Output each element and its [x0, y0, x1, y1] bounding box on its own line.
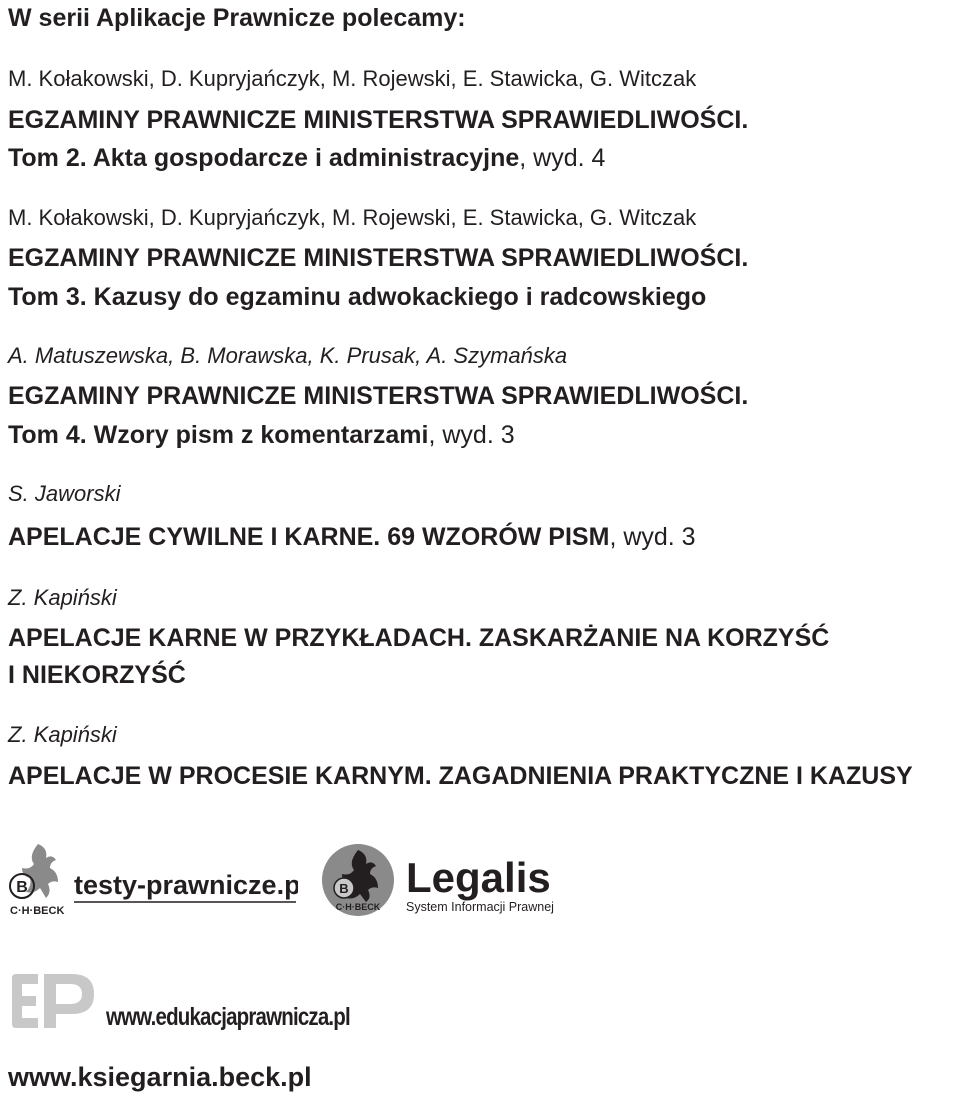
- book-1-authors: M. Kołakowski, D. Kupryjańczyk, M. Rojewski, E. Stawicka, G. Witczak: [8, 66, 697, 91]
- ep-e-shape: [12, 974, 38, 1028]
- legalis-tagline: System Informacji Prawnej: [406, 900, 554, 914]
- book-3-title: [8, 421, 515, 450]
- edukacja-url[interactable]: www.edukacjaprawnicza.pl: [106, 1003, 350, 1031]
- book-4-title: [8, 523, 696, 552]
- book-6-title: APELACJE W PROCESIE KARNYM. ZAGADNIENIA PRAKTYCZNE I KAZUSY: [8, 762, 913, 790]
- ep-p-shape: [44, 974, 94, 1028]
- book-5-title-line2: I NIEKORZYŚĆ: [8, 661, 186, 689]
- testy-publisher: C·H·BECK: [10, 905, 65, 917]
- book-2-series: EGZAMINY PRAWNICZE MINISTERSTWA SPRAWIEDLIWOŚCI.: [8, 244, 749, 272]
- book-1-title: [8, 144, 605, 173]
- book-3-series: EGZAMINY PRAWNICZE MINISTERSTWA SPRAWIEDLIWOŚCI.: [8, 382, 749, 410]
- legalis-logo-graphic: [320, 842, 600, 922]
- ep-mark-text: EP: [10, 972, 12, 973]
- book-5-title-line1: APELACJE KARNE W PRZYKŁADACH. ZASKARŻANIE NA KORZYŚĆ: [8, 624, 830, 652]
- legalis-logo-text: Legalis: [406, 854, 551, 901]
- book-5-authors: Z. Kapiński: [8, 585, 117, 610]
- testy-prawnicze-logo-graphic: [8, 838, 298, 918]
- book-3-title-text: Tom 4. Wzory pism z komentarzami: [8, 421, 429, 449]
- book-3-authors: A. Matuszewska, B. Morawska, K. Prusak, A. Szymańska: [8, 343, 568, 368]
- book-4-authors: S. Jaworski: [8, 481, 121, 506]
- page-heading: W serii Aplikacje Prawnicze polecamy:: [8, 4, 466, 32]
- book-4-title-text: APELACJE CYWILNE I KARNE. 69 WZORÓW PISM: [8, 523, 610, 551]
- book-3-edition: , wyd. 3: [428, 421, 515, 449]
- ep-logo: [10, 972, 100, 1030]
- ep-logo-graphic: [10, 972, 100, 1030]
- ksiegarnia-url[interactable]: www.ksiegarnia.beck.pl: [8, 1062, 312, 1092]
- book-4-edition: , wyd. 3: [609, 523, 696, 551]
- beck-seal-letter: B: [16, 879, 28, 896]
- book-6-authors: Z. Kapiński: [8, 722, 117, 747]
- book-2-title: Tom 3. Kazusy do egzaminu adwokackiego i radcowskiego: [8, 283, 707, 311]
- book-1-edition: , wyd. 4: [519, 144, 606, 172]
- testy-logo-text: testy-prawnicze.pl: [74, 870, 298, 900]
- legalis-publisher: C·H·BECK: [335, 902, 381, 912]
- testy-prawnicze-logo: [8, 838, 298, 918]
- legalis-logo: [320, 842, 600, 922]
- beck-seal-letter: B: [339, 881, 349, 896]
- book-1-series: EGZAMINY PRAWNICZE MINISTERSTWA SPRAWIEDLIWOŚCI.: [8, 106, 749, 134]
- book-1-title-text: Tom 2. Akta gospodarcze i administracyjne: [8, 144, 520, 172]
- book-2-authors: M. Kołakowski, D. Kupryjańczyk, M. Rojewski, E. Stawicka, G. Witczak: [8, 205, 697, 230]
